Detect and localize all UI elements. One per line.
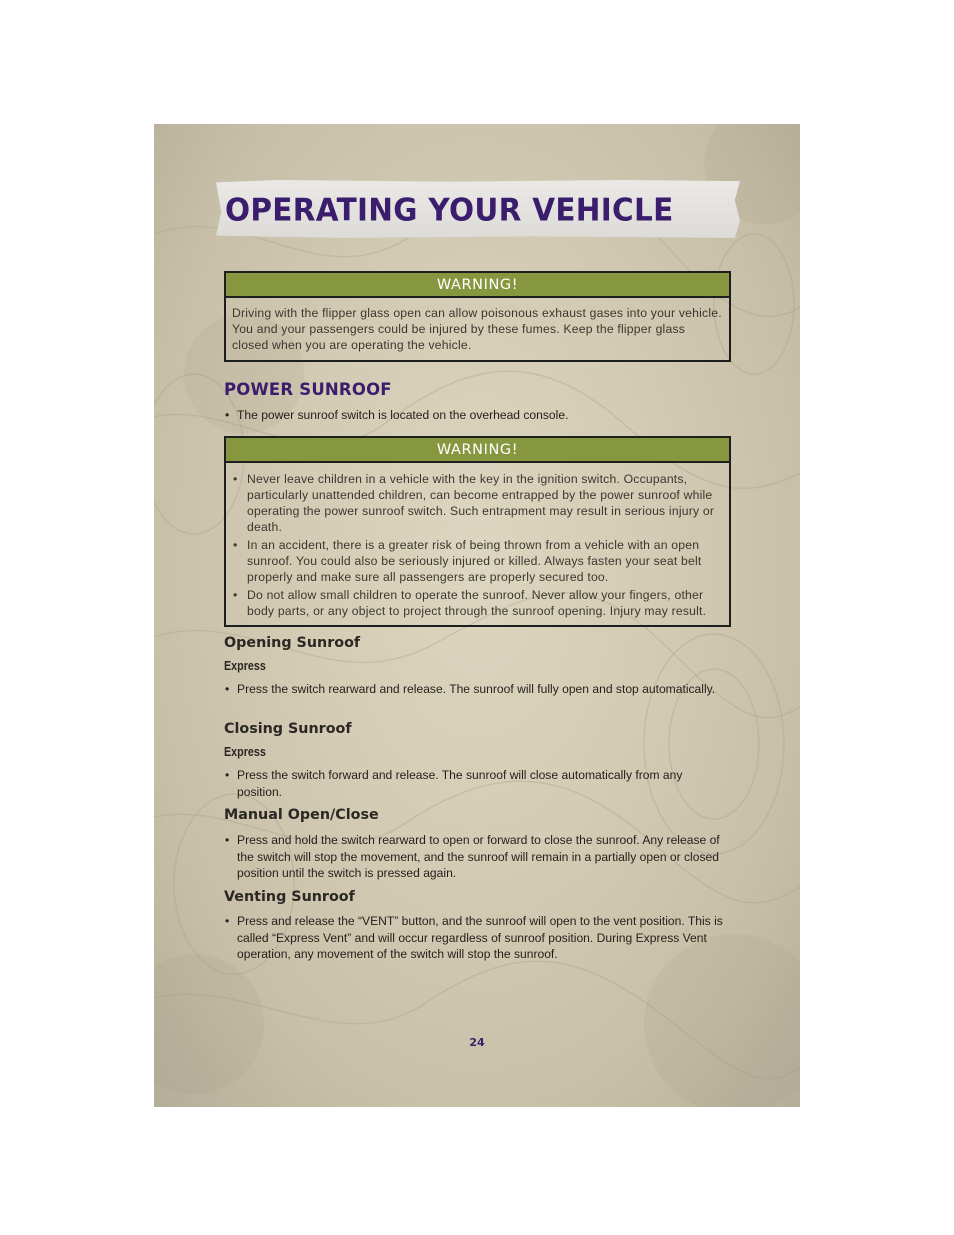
warning-box-sunroof [224, 436, 731, 627]
warning-item: • In an accident, there is a greater risk of being thrown from a vehicle with an open sunroof. You could also be seriously injured or killed. Always fasten your seat belt properly and make sure all passengers are properly secured too. [232, 537, 723, 585]
warning-header: WARNING! [226, 438, 729, 463]
page-title: OPERATING YOUR VEHICLE [225, 192, 674, 228]
warning-header: WARNING! [226, 273, 729, 298]
section-title-power-sunroof: POWER SUNROOF [224, 380, 392, 399]
subsection-title-manual: Manual Open/Close [224, 807, 379, 823]
warning-item: • Never leave children in a vehicle with the key in the ignition switch. Occupants, particularly unattended children, can become entrapped by the power sunroof while operating the power sunroof switch. Such entrapment may result in serious injury or death. [232, 471, 723, 535]
warning-item: • Do not allow small children to operate the sunroof. Never allow your fingers, other body parts, or any object to project through the sunroof opening. Injury may result. [232, 587, 723, 619]
subsection-title-venting: Venting Sunroof [224, 889, 355, 905]
subsection-label-express: Express [224, 745, 266, 759]
subsection-label-express: Express [224, 659, 266, 673]
warning-box-flipper-glass [224, 271, 731, 362]
bullet-opening-express: • Press the switch rearward and release. The sunroof will fully open and stop automatically. [224, 681, 724, 698]
subsection-title-closing: Closing Sunroof [224, 721, 352, 737]
bullet-manual-open-close: • Press and hold the switch rearward to open or forward to close the sunroof. Any release of the switch will stop the movement, and the sunroof will remain in a partially open or closed position until the switch is pressed again. [224, 832, 724, 882]
page-number: 24 [469, 1036, 485, 1049]
bullet-closing-express: • Press the switch forward and release. The sunroof will close automatically from any position. [224, 767, 724, 800]
warning-text: Driving with the flipper glass open can allow poisonous exhaust gases into your vehicle. You and your passengers could be injured by these fumes. Keep the flipper glass closed when you are operating the vehicle. [232, 306, 722, 352]
bullet-venting: • Press and release the “VENT” button, and the sunroof will open to the vent position. This is called “Express Vent” and will occur regardless of sunroof position. During Express Vent operation, any movement of the switch will stop the sunroof. [224, 913, 724, 963]
bullet-sunroof-switch-location: • The power sunroof switch is located on the overhead console. [224, 407, 724, 424]
subsection-title-opening: Opening Sunroof [224, 635, 361, 651]
manual-page [154, 124, 800, 1107]
warning-list [232, 471, 723, 619]
